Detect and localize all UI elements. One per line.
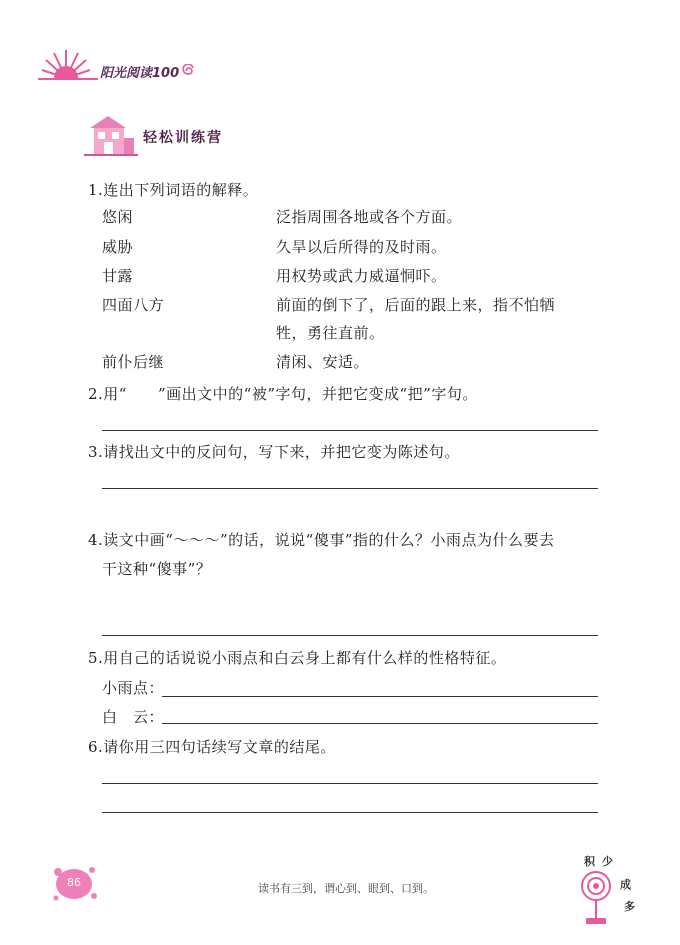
question-6-prompt: 6.请你用三四句话续写文章的结尾。 bbox=[88, 738, 336, 756]
tree-spiral-icon bbox=[574, 868, 618, 926]
q6-answer-line-2[interactable] bbox=[102, 812, 598, 813]
q1-definition-5: 清闲、安适。 bbox=[276, 353, 370, 371]
question-4-prompt-line1: 4.读文中画“～～～”的话，说说“傻事”指的什么？小雨点为什么要去 bbox=[88, 531, 555, 549]
q5-label-xiaoyudian: 小雨点： bbox=[102, 679, 165, 697]
q1-definition-3: 用权势或武力威逼恫吓。 bbox=[276, 267, 447, 285]
section-title: 轻松训练营 bbox=[143, 130, 223, 146]
swirl-icon bbox=[180, 64, 200, 78]
q5-label-baiyun: 白 云： bbox=[102, 708, 165, 726]
house-icon bbox=[84, 112, 138, 156]
q2-answer-line[interactable] bbox=[102, 430, 598, 431]
q1-word-2: 威胁 bbox=[102, 238, 134, 256]
question-3-prompt: 3.请找出文中的反问句，写下来，并把它变为陈述句。 bbox=[88, 443, 460, 461]
q1-definition-1: 泛指周围各地或各个方面。 bbox=[276, 208, 463, 226]
q5-answer-line-2[interactable] bbox=[162, 723, 598, 724]
q1-definition-4: 前面的倒下了，后面的跟上来，指不怕牺 bbox=[276, 296, 556, 314]
q1-definition-2: 久旱以后所得的及时雨。 bbox=[276, 238, 447, 256]
page-number: 86 bbox=[67, 876, 81, 889]
question-1-prompt: 1.连出下列词语的解释。 bbox=[88, 181, 259, 199]
q1-definition-4-continued: 牲，勇往直前。 bbox=[276, 324, 385, 342]
question-2-prompt: 2.用“ ”画出文中的“被”字句，并把它变成“把”字句。 bbox=[88, 385, 478, 403]
corner-char-ji: 积 bbox=[584, 855, 595, 868]
q1-word-3: 甘露 bbox=[102, 267, 134, 285]
question-4-prompt-line2: 干这种“傻事”？ bbox=[102, 560, 212, 578]
corner-char-shao: 少 bbox=[602, 855, 613, 868]
header-brand: 阳光阅读100 bbox=[100, 66, 180, 81]
q4-answer-line[interactable] bbox=[102, 635, 598, 636]
q1-word-4: 四面八方 bbox=[102, 296, 165, 314]
sunburst-logo-icon bbox=[38, 48, 98, 82]
q5-answer-line-1[interactable] bbox=[162, 696, 598, 697]
q6-answer-line-1[interactable] bbox=[102, 783, 598, 784]
q3-answer-line[interactable] bbox=[102, 488, 598, 489]
corner-char-cheng: 成 bbox=[620, 878, 631, 891]
q1-word-5: 前仆后继 bbox=[102, 353, 165, 371]
question-5-prompt: 5.用自己的话说说小雨点和白云身上都有什么样的性格特征。 bbox=[88, 649, 507, 667]
footer-motto: 读书有三到，谓心到、眼到、口到。 bbox=[258, 882, 434, 895]
q1-word-1: 悠闲 bbox=[102, 208, 134, 226]
corner-char-duo: 多 bbox=[624, 900, 635, 913]
